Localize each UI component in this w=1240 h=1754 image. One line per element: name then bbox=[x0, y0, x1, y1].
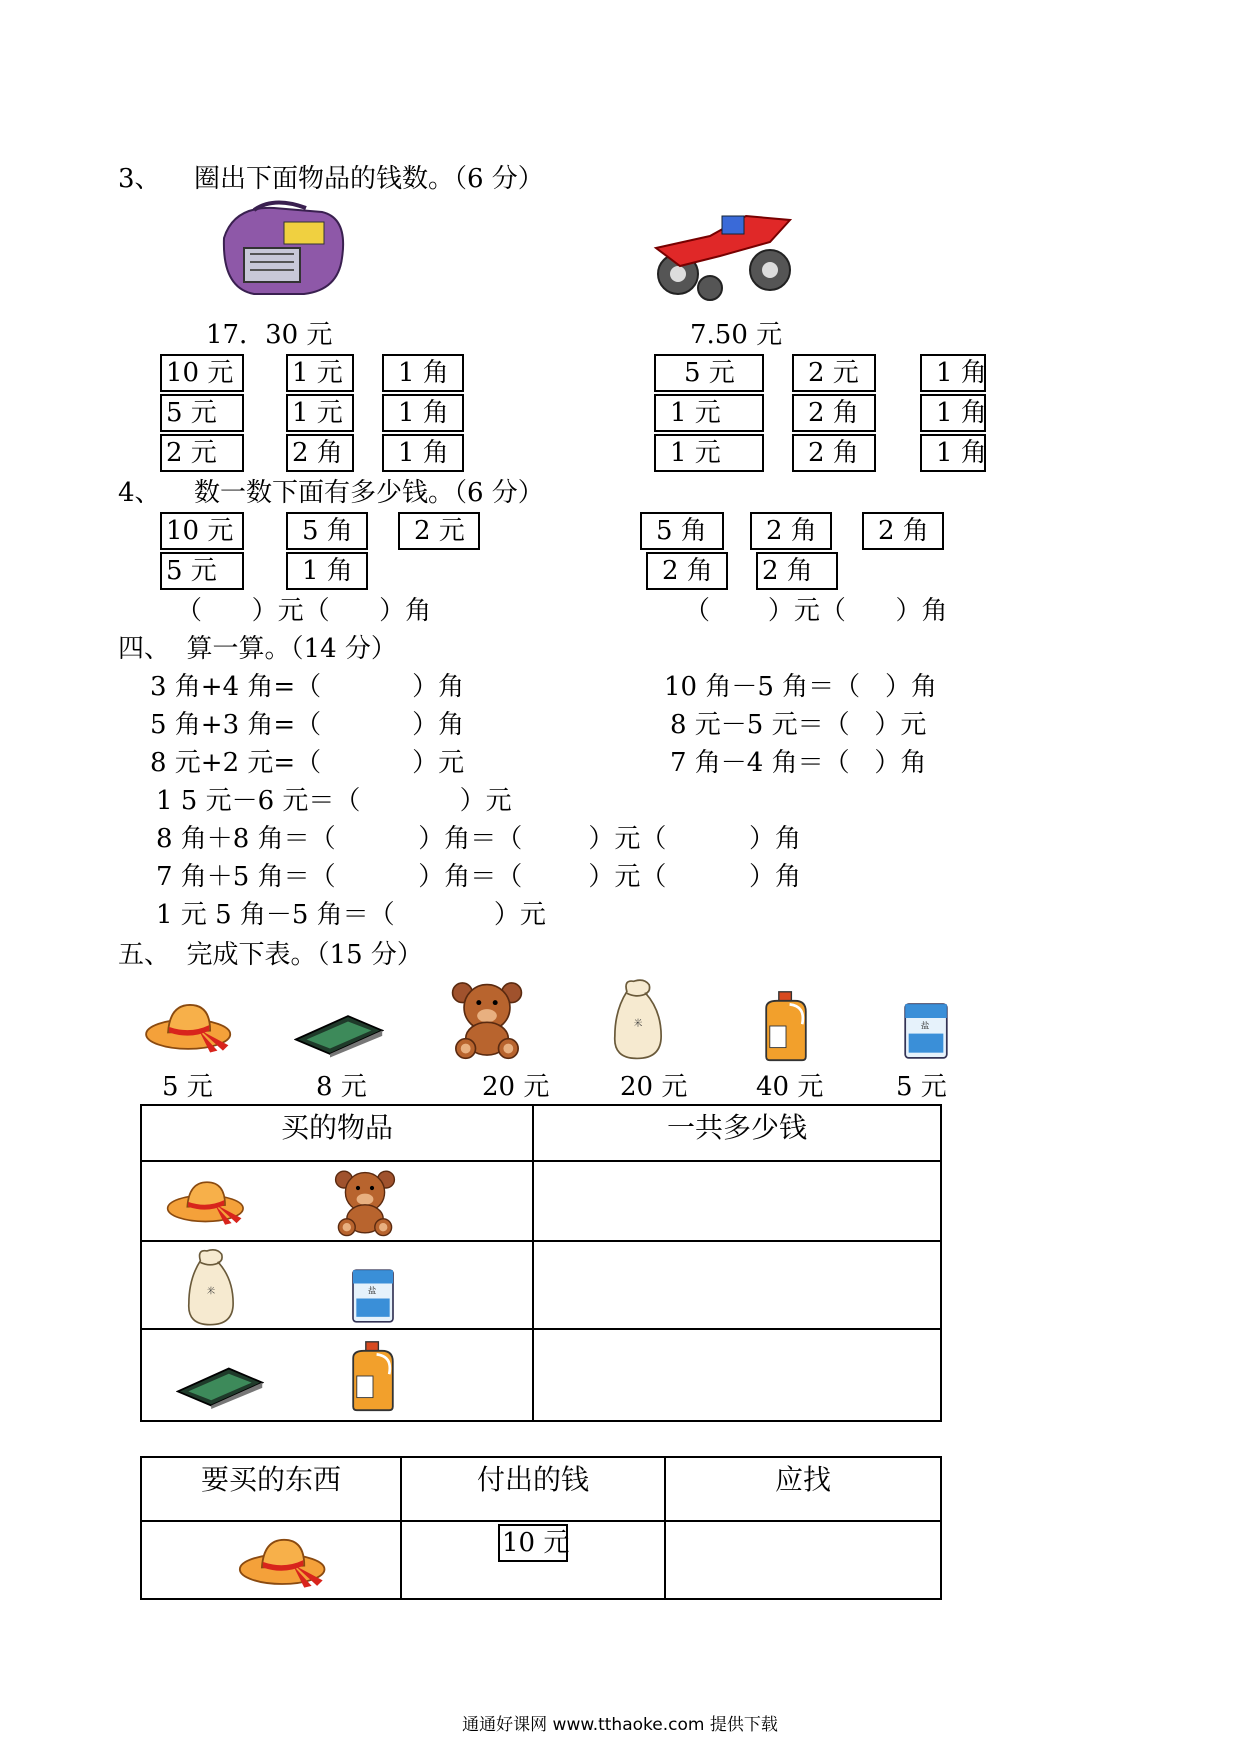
calc-problem[interactable]: 7 角＋5 角＝（ ）角＝（ ）元（ ）角 bbox=[156, 862, 802, 892]
money-box: 1 角 bbox=[286, 552, 368, 590]
table-header: 付出的钱 bbox=[401, 1457, 665, 1521]
item-price: 5 元 bbox=[162, 1072, 213, 1102]
table-row bbox=[141, 1329, 941, 1421]
q3-title: 圈出下面物品的钱数。（6 分） bbox=[194, 164, 544, 194]
money-box[interactable]: 2 角 bbox=[792, 434, 876, 472]
money-box[interactable]: 1 角 bbox=[920, 434, 986, 472]
calc-problem[interactable]: 7 角－4 角＝（ ）角 bbox=[670, 748, 927, 778]
table-header: 应找 bbox=[665, 1457, 941, 1521]
salt-pack-image bbox=[348, 1266, 398, 1326]
q4-answer-left[interactable]: （ ）元（ ）角 bbox=[176, 596, 432, 626]
item-price: 40 元 bbox=[756, 1072, 824, 1102]
book-image bbox=[294, 1012, 384, 1058]
q4-title: 数一数下面有多少钱。（6 分） bbox=[194, 478, 544, 508]
toy-car-image bbox=[650, 208, 800, 304]
q3-number: 3、 bbox=[118, 164, 161, 194]
item-price: 8 元 bbox=[316, 1072, 367, 1102]
footer: 通通好课网 www.tthaoke.com 提供下载 bbox=[462, 1715, 778, 1735]
money-box: 2 角 bbox=[862, 512, 944, 550]
backpack-image bbox=[214, 198, 354, 300]
money-box: 2 角 bbox=[750, 512, 832, 550]
money-box[interactable]: 5 元 bbox=[654, 354, 764, 392]
calc-problem[interactable]: 3 角+4 角=（ ）角 bbox=[150, 672, 465, 702]
money-box[interactable]: 1 角 bbox=[382, 394, 464, 432]
money-box: 2 角 bbox=[646, 552, 728, 590]
teddy-bear-image bbox=[446, 976, 528, 1062]
table-row bbox=[141, 1521, 941, 1599]
money-box[interactable]: 1 角 bbox=[920, 394, 986, 432]
q4-number: 4、 bbox=[118, 478, 161, 508]
change-answer-cell[interactable] bbox=[665, 1521, 941, 1599]
calc-problem[interactable]: 10 角－5 角＝（ ）角 bbox=[664, 672, 937, 702]
money-box[interactable]: 1 元 bbox=[654, 394, 764, 432]
purchase-table bbox=[140, 1104, 942, 1422]
total-answer-cell[interactable] bbox=[533, 1329, 941, 1421]
book-image bbox=[176, 1364, 264, 1410]
money-box: 2 角 bbox=[756, 552, 838, 590]
money-box[interactable]: 5 元 bbox=[160, 394, 244, 432]
calc-problem[interactable]: 1 元 5 角－5 角＝（ ）元 bbox=[156, 900, 546, 930]
money-box[interactable]: 1 角 bbox=[920, 354, 986, 392]
money-box[interactable]: 2 角 bbox=[286, 434, 354, 472]
item-price: 20 元 bbox=[482, 1072, 550, 1102]
money-box: 5 角 bbox=[640, 512, 724, 550]
section5-title: 五、 完成下表。（15 分） bbox=[118, 940, 423, 970]
oil-jug-image bbox=[346, 1340, 400, 1412]
salt-pack-image bbox=[900, 1000, 952, 1062]
hat-image bbox=[144, 994, 236, 1058]
table-header: 一共多少钱 bbox=[533, 1105, 941, 1161]
item-price: 5 元 bbox=[896, 1072, 947, 1102]
money-box[interactable]: 10 元 bbox=[160, 354, 244, 392]
money-box[interactable]: 2 元 bbox=[160, 434, 244, 472]
change-table bbox=[140, 1456, 942, 1600]
calc-problem[interactable]: 1 5 元－6 元＝（ ）元 bbox=[156, 786, 512, 816]
hat-image bbox=[238, 1528, 330, 1594]
money-box[interactable]: 2 角 bbox=[792, 394, 876, 432]
table-header: 要买的东西 bbox=[141, 1457, 401, 1521]
money-box[interactable]: 1 元 bbox=[654, 434, 764, 472]
teddy-bear-image bbox=[330, 1164, 400, 1240]
section4-title: 四、 算一算。（14 分） bbox=[118, 634, 397, 664]
rice-sack-image bbox=[182, 1246, 240, 1328]
item-price: 20 元 bbox=[620, 1072, 688, 1102]
table-header: 买的物品 bbox=[141, 1105, 533, 1161]
total-answer-cell[interactable] bbox=[533, 1241, 941, 1329]
money-box: 5 元 bbox=[160, 552, 244, 590]
money-box[interactable]: 2 元 bbox=[792, 354, 876, 392]
calc-problem[interactable]: 5 角+3 角=（ ）角 bbox=[150, 710, 465, 740]
money-box[interactable]: 1 角 bbox=[382, 434, 464, 472]
q4-answer-right[interactable]: （ ）元（ ）角 bbox=[684, 596, 948, 626]
money-box[interactable]: 1 元 bbox=[286, 394, 354, 432]
calc-problem[interactable]: 8 角＋8 角＝（ ）角＝（ ）元（ ）角 bbox=[156, 824, 802, 854]
total-answer-cell[interactable] bbox=[533, 1161, 941, 1241]
table-row bbox=[141, 1161, 941, 1241]
car-price: 7.50 元 bbox=[690, 320, 783, 350]
money-box: 10 元 bbox=[160, 512, 244, 550]
oil-jug-image bbox=[758, 990, 814, 1062]
backpack-price: 17．30 元 bbox=[206, 320, 333, 350]
calc-problem[interactable]: 8 元－5 元＝（ ）元 bbox=[670, 710, 927, 740]
table-row bbox=[141, 1241, 941, 1329]
money-box[interactable]: 1 元 bbox=[286, 354, 354, 392]
money-box: 5 角 bbox=[286, 512, 368, 550]
hat-image bbox=[166, 1172, 248, 1230]
money-box: 10 元 bbox=[498, 1524, 568, 1562]
money-box: 2 元 bbox=[398, 512, 480, 550]
calc-problem[interactable]: 8 元+2 元=（ ）元 bbox=[150, 748, 465, 778]
money-box[interactable]: 1 角 bbox=[382, 354, 464, 392]
rice-sack-image bbox=[608, 976, 668, 1062]
